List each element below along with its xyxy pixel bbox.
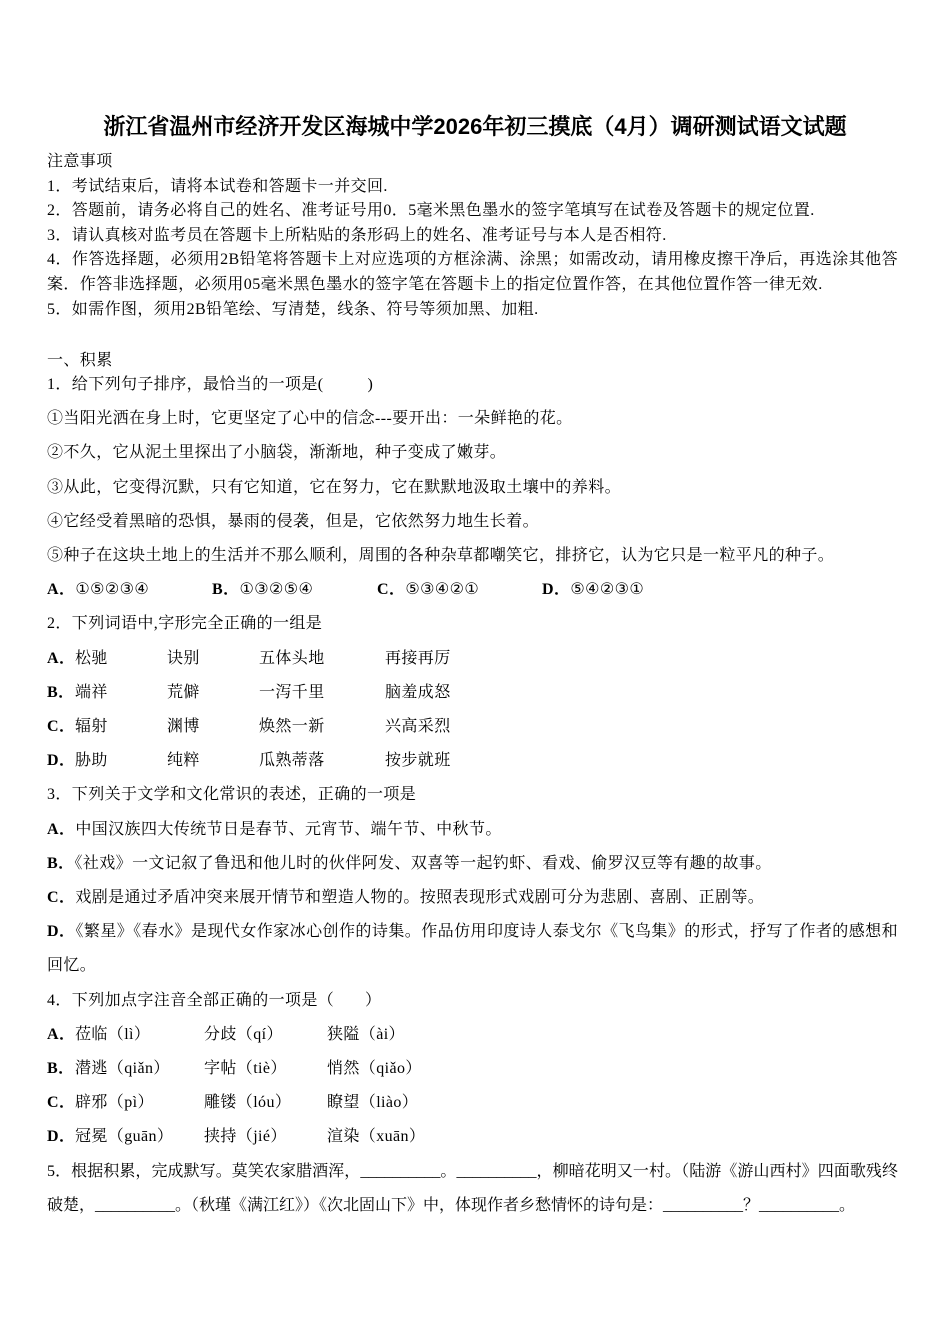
option-word: 兴高采烈 (385, 717, 451, 735)
question-5 (47, 1155, 898, 1223)
option-label: A． (47, 581, 76, 599)
option-c (47, 881, 898, 915)
option-word: 再接再厉 (385, 649, 451, 667)
option-word: 渊博 (167, 717, 200, 735)
notice-item: 5．如需作图，须用2B铅笔绘、写清楚，线条、符号等须加黑、加粗. (47, 300, 539, 318)
option-word: 按步就班 (385, 752, 451, 770)
option-word: 雕镂（lóu） (204, 1094, 292, 1112)
option-label: C． (47, 1094, 76, 1112)
option-word: 狭隘（ài） (327, 1025, 405, 1043)
option-word: 莅临（lì） (75, 1025, 151, 1043)
option-word: 潜逃（qiǎn） (75, 1059, 170, 1077)
option-d (542, 573, 707, 607)
option-label: C． (377, 581, 406, 599)
option-word: 瞭望（liào） (327, 1094, 419, 1112)
option-label: B． (212, 581, 240, 599)
option-word: 诀别 (167, 649, 200, 667)
question-3 (47, 778, 898, 983)
option-label: A． (47, 1025, 76, 1043)
option-text: 《社戏》一文记叙了鲁迅和他儿时的伙伴阿发、双喜等一起钓虾、看戏、偷罗汉豆等有趣的故事。 (74, 854, 772, 872)
question-2 (47, 607, 898, 778)
option-word: 悄然（qiǎo） (327, 1059, 422, 1077)
option-text: 中国汉族四大传统节日是春节、元宵节、端午节、中秋节。 (75, 820, 502, 838)
question-stem: 2．下列词语中,字形完全正确的一组是 (47, 615, 323, 633)
question-stem: 3．下列关于文学和文化常识的表述，正确的一项是 (47, 786, 417, 804)
option-label: D． (47, 1128, 76, 1146)
option-word: 渲染（xuān） (327, 1128, 426, 1146)
notice-heading: 注意事项 (47, 153, 113, 170)
sentence-item: ①当阳光洒在身上时，它更坚定了心中的信念---要开出：一朵鲜艳的花。 (47, 410, 573, 428)
option-label: A． (47, 820, 76, 838)
option-c (47, 1086, 898, 1120)
option-d (47, 1120, 898, 1154)
option-word: 辐射 (75, 717, 108, 735)
option-text: ①⑤②③④ (75, 581, 150, 599)
option-word: 焕然一新 (259, 717, 325, 735)
sentence-item: ⑤种子在这块土地上的生活并不那么顺利，周围的各种杂草都嘲笑它，排挤它，认为它只是一粒平凡的种子。 (47, 547, 835, 565)
option-label: A． (47, 649, 76, 667)
option-label: B． (47, 1059, 75, 1077)
option-word: 纯粹 (167, 752, 200, 770)
option-b (212, 573, 377, 607)
option-word: 荒僻 (167, 683, 200, 701)
option-c (377, 573, 542, 607)
option-word: 松驰 (75, 649, 108, 667)
option-text: ⑤④②③① (570, 581, 645, 599)
option-word: 字帖（tiè） (204, 1059, 287, 1077)
option-label: C． (47, 717, 76, 735)
option-a (47, 573, 212, 607)
sentence-item: ②不久，它从泥土里探出了小脑袋，渐渐地，种子变成了嫩芽。 (47, 444, 507, 462)
question-stem: 1．给下列句子排序，最恰当的一项是( ) (47, 376, 374, 393)
option-d (47, 744, 898, 778)
question-stem: 5．根据积累，完成默写。莫笑农家腊酒浑，__________。__________，柳暗花明又一村。（陆游《游山西村》四面歌残终破楚，__________。（秋瑾《满江红》）《次北固山下》中，体现作者乡愁情怀的诗句是：__________？__________。 (47, 1162, 898, 1214)
option-word: 冠冕（guān） (75, 1128, 174, 1146)
page-title: 浙江省温州市经济开发区海城中学2026年初三摸底（4月）调研测试语文试题 (103, 114, 847, 139)
question-stem: 4．下列加点字注音全部正确的一项是（ ） (47, 991, 382, 1009)
option-a (47, 642, 898, 676)
option-d (47, 915, 898, 983)
question-1 (47, 368, 898, 607)
option-label: D． (542, 581, 571, 599)
option-b (47, 847, 898, 881)
option-word: 五体头地 (259, 649, 325, 667)
option-c (47, 710, 898, 744)
notice-block (47, 150, 898, 322)
option-word: 胁助 (75, 752, 108, 770)
option-text: ①③②⑤④ (239, 581, 314, 599)
option-text: 戏剧是通过矛盾冲突来展开情节和塑造人物的。按照表现形式戏剧可分为悲剧、喜剧、正剧等。 (75, 888, 765, 906)
notice-item: 2．答题前，请务必将自己的姓名、准考证号用0．5毫米黑色墨水的签字笔填写在试卷及答题卡的规定位置. (47, 202, 815, 220)
question-4 (47, 984, 898, 1155)
option-label: D． (47, 923, 76, 941)
option-word: 脑羞成怒 (385, 683, 451, 701)
option-label: B． (47, 854, 75, 872)
option-b (47, 676, 898, 710)
option-text: 《繁星》《春水》是现代女作家冰心创作的诗集。作品仿用印度诗人泰戈尔《飞鸟集》的形式，抒写了作者的感想和回忆。 (47, 923, 899, 975)
option-label: C． (47, 888, 76, 906)
option-word: 辟邪（pì） (75, 1094, 154, 1112)
option-label: D． (47, 752, 76, 770)
option-b (47, 1052, 898, 1086)
sentence-item: ④它经受着黑暗的恐惧，暴雨的侵袭，但是，它依然努力地生长着。 (47, 512, 540, 530)
sentence-item: ③从此，它变得沉默，只有它知道，它在努力，它在默默地汲取土壤中的养料。 (47, 478, 622, 496)
notice-item: 1．考试结束后，请将本试卷和答题卡一并交回. (47, 177, 388, 195)
option-word: 一泻千里 (259, 683, 325, 701)
option-text: ⑤③④②① (405, 581, 480, 599)
option-word: 端祥 (75, 683, 108, 701)
option-word: 挟持（jié） (204, 1128, 287, 1146)
option-a (47, 813, 898, 847)
option-word: 瓜熟蒂落 (259, 752, 325, 770)
option-a (47, 1018, 898, 1052)
notice-item: 4．作答选择题，必须用2B铅笔将答题卡上对应选项的方框涂满、涂黑；如需改动，请用橡皮擦干净后，再选涂其他答案．作答非选择题，必须用05毫米黑色墨水的签字笔在答题卡上的指定位置作答，在其他位置作答一律无效. (47, 251, 898, 293)
option-word: 分歧（qí） (204, 1025, 283, 1043)
section-heading: 一、积累 (47, 352, 113, 369)
option-label: B． (47, 683, 75, 701)
notice-item: 3．请认真核对监考员在答题卡上所粘贴的条形码上的姓名、准考证号与本人是否相符. (47, 226, 667, 244)
questions-block (47, 368, 898, 1223)
option-row (47, 573, 898, 607)
